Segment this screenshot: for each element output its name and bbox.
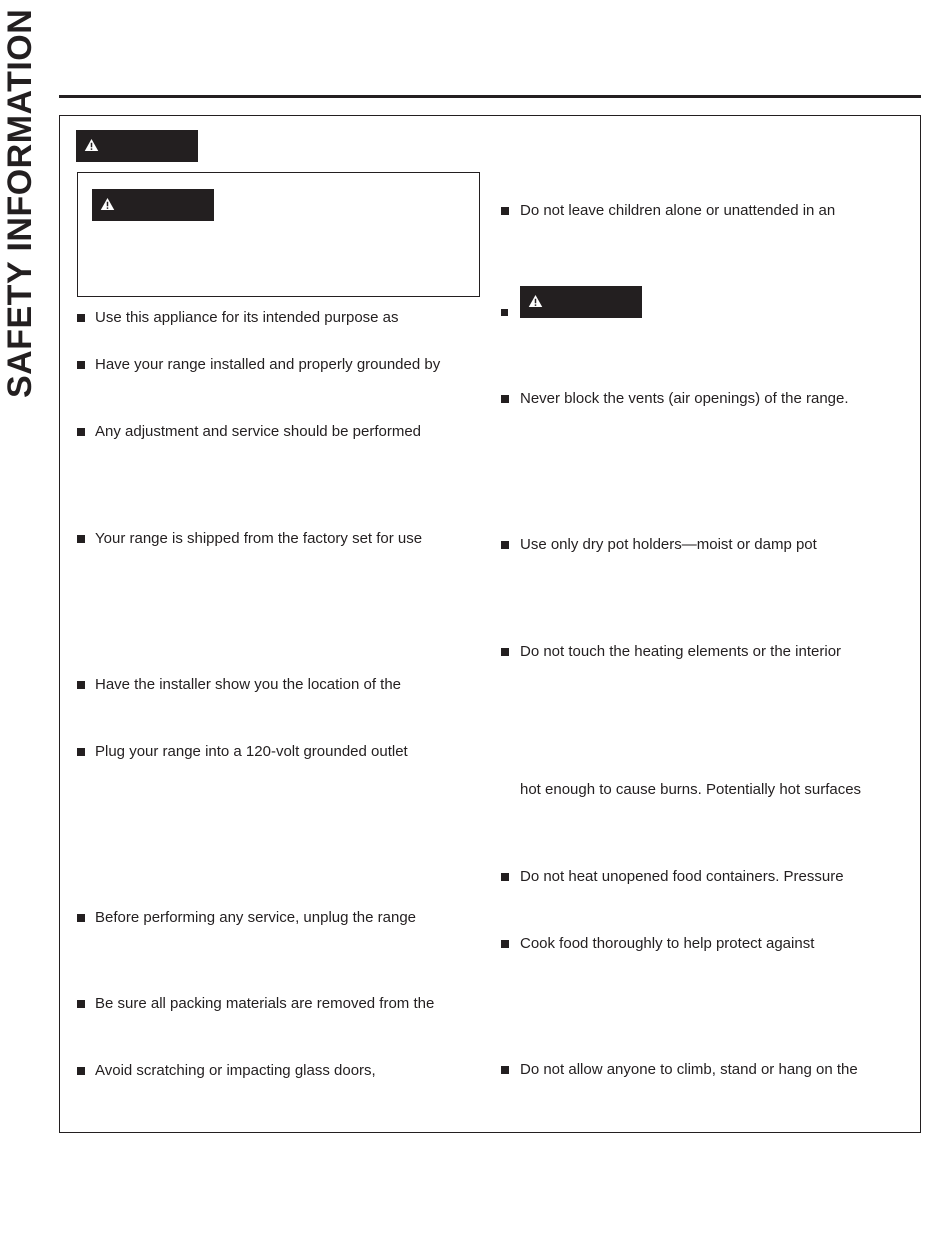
bullet bbox=[77, 428, 85, 436]
warning-label-main bbox=[76, 130, 198, 162]
bullet bbox=[501, 648, 509, 656]
bullet bbox=[501, 940, 509, 948]
list-item: Plug your range into a 120-volt grounded outlet bbox=[95, 743, 408, 760]
list-item: Before performing any service, unplug the range bbox=[95, 909, 417, 926]
list-item: Use this appliance for its intended purpose as bbox=[95, 309, 399, 326]
bullet bbox=[77, 914, 85, 922]
bullet bbox=[501, 873, 509, 881]
list-item: Do not heat unopened food containers. Pressure bbox=[520, 868, 844, 885]
warning-label-boxed bbox=[92, 189, 214, 221]
bullet bbox=[501, 541, 509, 549]
warning-triangle-icon bbox=[84, 138, 99, 152]
list-item: Use only dry pot holders—moist or damp pot bbox=[520, 536, 817, 553]
list-item: Cook food thoroughly to help protect against bbox=[520, 935, 815, 952]
list-item: Do not leave children alone or unattended in an bbox=[520, 202, 836, 219]
list-item: Any adjustment and service should be performed bbox=[95, 423, 422, 440]
bullet bbox=[501, 395, 509, 403]
list-item: Have your range installed and properly grounded by bbox=[95, 356, 441, 373]
list-item: Do not touch the heating elements or the interior bbox=[520, 643, 842, 660]
bullet bbox=[501, 309, 508, 316]
list-item: Avoid scratching or impacting glass doors, bbox=[95, 1062, 376, 1079]
warning-label-right bbox=[520, 286, 642, 318]
bullet bbox=[77, 748, 85, 756]
list-item: Have the installer show you the location of the bbox=[95, 676, 402, 693]
bullet bbox=[77, 1000, 85, 1008]
list-item: Never block the vents (air openings) of the range. bbox=[520, 390, 849, 407]
bullet bbox=[77, 361, 85, 369]
warning-triangle-icon bbox=[528, 294, 543, 308]
top-rule bbox=[59, 95, 921, 98]
list-item: Do not allow anyone to climb, stand or hang on the bbox=[520, 1061, 858, 1078]
text-line: hot enough to cause burns. Potentially hot surfaces bbox=[520, 781, 862, 798]
side-title: SAFETY INFORMATION bbox=[1, 8, 39, 398]
bullet bbox=[501, 207, 509, 215]
bullet bbox=[77, 314, 85, 322]
bullet bbox=[77, 535, 85, 543]
bullet bbox=[77, 681, 85, 689]
bullet bbox=[501, 1066, 509, 1074]
bullet bbox=[77, 1067, 85, 1075]
list-item: Your range is shipped from the factory set for use bbox=[95, 530, 423, 547]
list-item: Be sure all packing materials are removed from the bbox=[95, 995, 435, 1012]
warning-triangle-icon bbox=[100, 197, 115, 211]
